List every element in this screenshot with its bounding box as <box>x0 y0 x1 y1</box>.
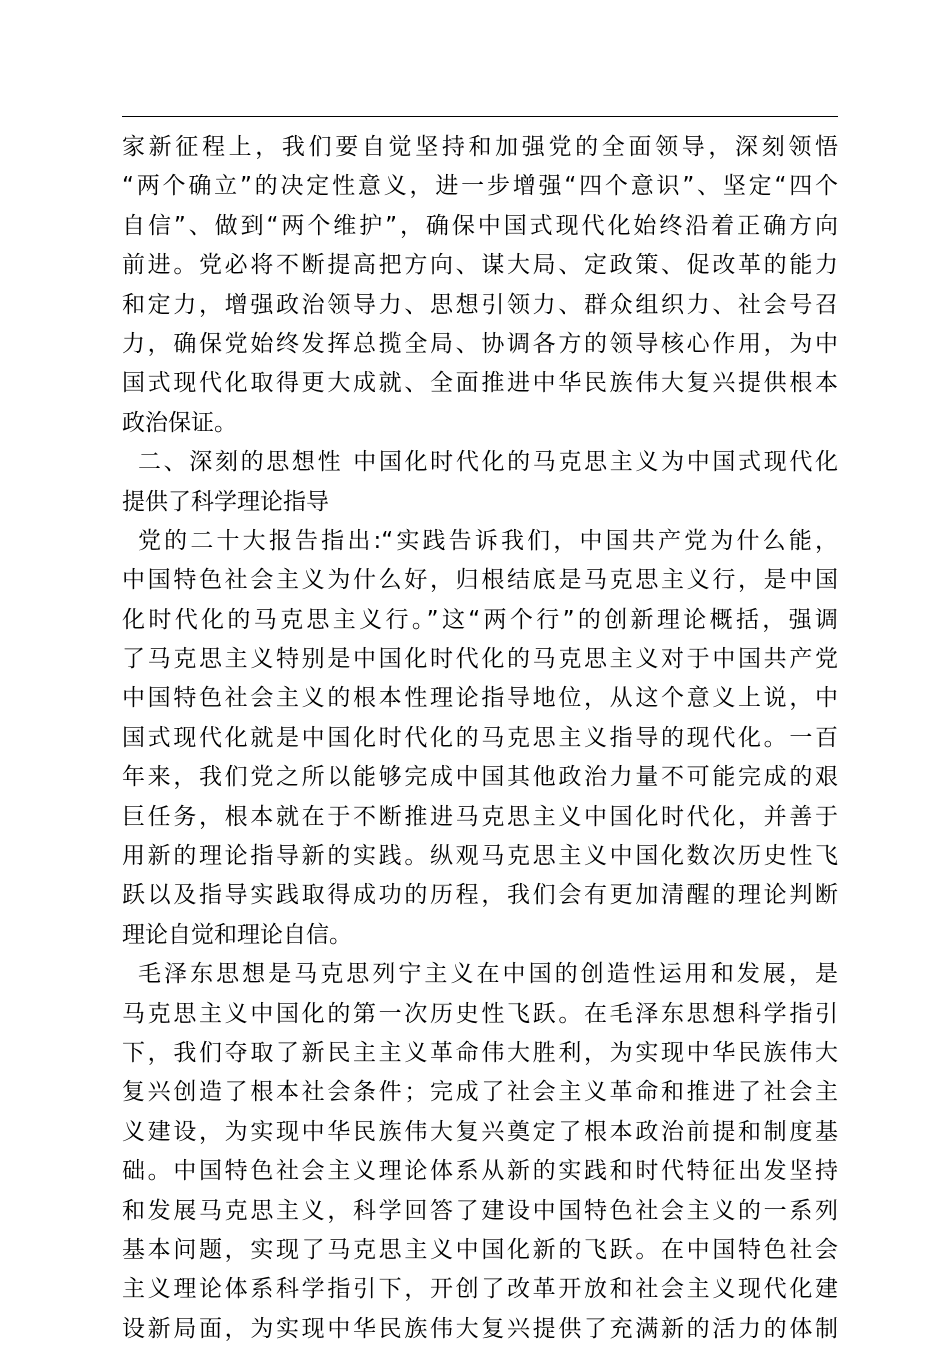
text-line: 和发展马克思主义，科学回答了建设中国特色社会主义的一系列 <box>122 1197 838 1224</box>
text-line: 了马克思主义特别是中国化时代化的马克思主义对于中国共产党 <box>122 646 838 673</box>
text-line: 基本问题，实现了马克思主义中国化新的飞跃。在中国特色社会 <box>122 1236 838 1263</box>
body-text <box>122 128 838 1349</box>
text-line: 国式现代化就是中国化时代化的马克思主义指导的现代化。一百 <box>122 724 838 751</box>
text-line: 和定力，增强政治领导力、思想引领力、群众组织力、社会号召 <box>122 291 838 318</box>
text-line: 中国特色社会主义为什么好，归根结底是马克思主义行，是中国 <box>122 567 838 594</box>
text-line: 设新局面，为实现中华民族伟大复兴提供了充满新的活力的体制 <box>122 1315 838 1342</box>
text-line: 年来，我们党之所以能够完成中国其他政治力量不可能完成的艰 <box>122 764 838 791</box>
text-line: 理论自觉和理论自信。 <box>122 921 352 948</box>
text-line: 国式现代化取得更大成就、全面推进中华民族伟大复兴提供根本 <box>122 370 838 397</box>
text-line: 化时代化的马克思主义行。”这“两个行”的创新理论概括，强调 <box>122 606 838 633</box>
text-line: 毛泽东思想是马克思列宁主义在中国的创造性运用和发展，是 <box>138 961 838 988</box>
text-line: 用新的理论指导新的实践。纵观马克思主义中国化数次历史性飞 <box>122 843 838 870</box>
text-line: 复兴创造了根本社会条件；完成了社会主义革命和推进了社会主 <box>122 1079 838 1106</box>
text-line: “两个确立”的决定性意义，进一步增强“四个意识”、坚定“四个 <box>122 173 838 200</box>
text-line: 力，确保党始终发挥总揽全局、协调各方的领导核心作用，为中 <box>122 330 838 357</box>
heading-line: 提供了科学理论指导 <box>122 488 329 515</box>
text-line: 党的二十大报告指出:“实践告诉我们，中国共产党为什么能， <box>138 527 838 554</box>
text-line: 马克思主义中国化的第一次历史性飞跃。在毛泽东思想科学指引 <box>122 1000 838 1027</box>
text-line: 下，我们夺取了新民主主义革命伟大胜利，为实现中华民族伟大 <box>122 1039 838 1066</box>
text-line: 跃以及指导实践取得成功的历程，我们会有更加清醒的理论判断 <box>122 882 838 909</box>
section-heading <box>122 443 838 522</box>
text-line: 家新征程上，我们要自觉坚持和加强党的全面领导，深刻领悟 <box>122 134 838 160</box>
text-line: 主义理论体系科学指引下，开创了改革开放和社会主义现代化建 <box>122 1276 838 1303</box>
header-rule <box>122 116 838 117</box>
paragraph-continuation <box>122 128 838 443</box>
text-line: 自信”、做到“两个维护”，确保中国式现代化始终沿着正确方向 <box>122 212 838 239</box>
text-line: 中国特色社会主义的根本性理论指导地位，从这个意义上说，中 <box>122 685 838 712</box>
text-line: 义建设，为实现中华民族伟大复兴奠定了根本政治前提和制度基 <box>122 1118 838 1145</box>
heading-line: 二、深刻的思想性 中国化时代化的马克思主义为中国式现代化 <box>138 449 838 476</box>
text-line: 政治保证。 <box>122 409 237 436</box>
paragraph-report-quote <box>122 522 838 955</box>
text-line: 础。中国特色社会主义理论体系从新的实践和时代特征出发坚持 <box>122 1158 838 1185</box>
paragraph-mao-thought <box>122 955 838 1349</box>
text-line: 前进。党必将不断提高把方向、谋大局、定政策、促改革的能力 <box>122 252 838 279</box>
text-line: 巨任务，根本就在于不断推进马克思主义中国化时代化，并善于 <box>122 803 838 830</box>
